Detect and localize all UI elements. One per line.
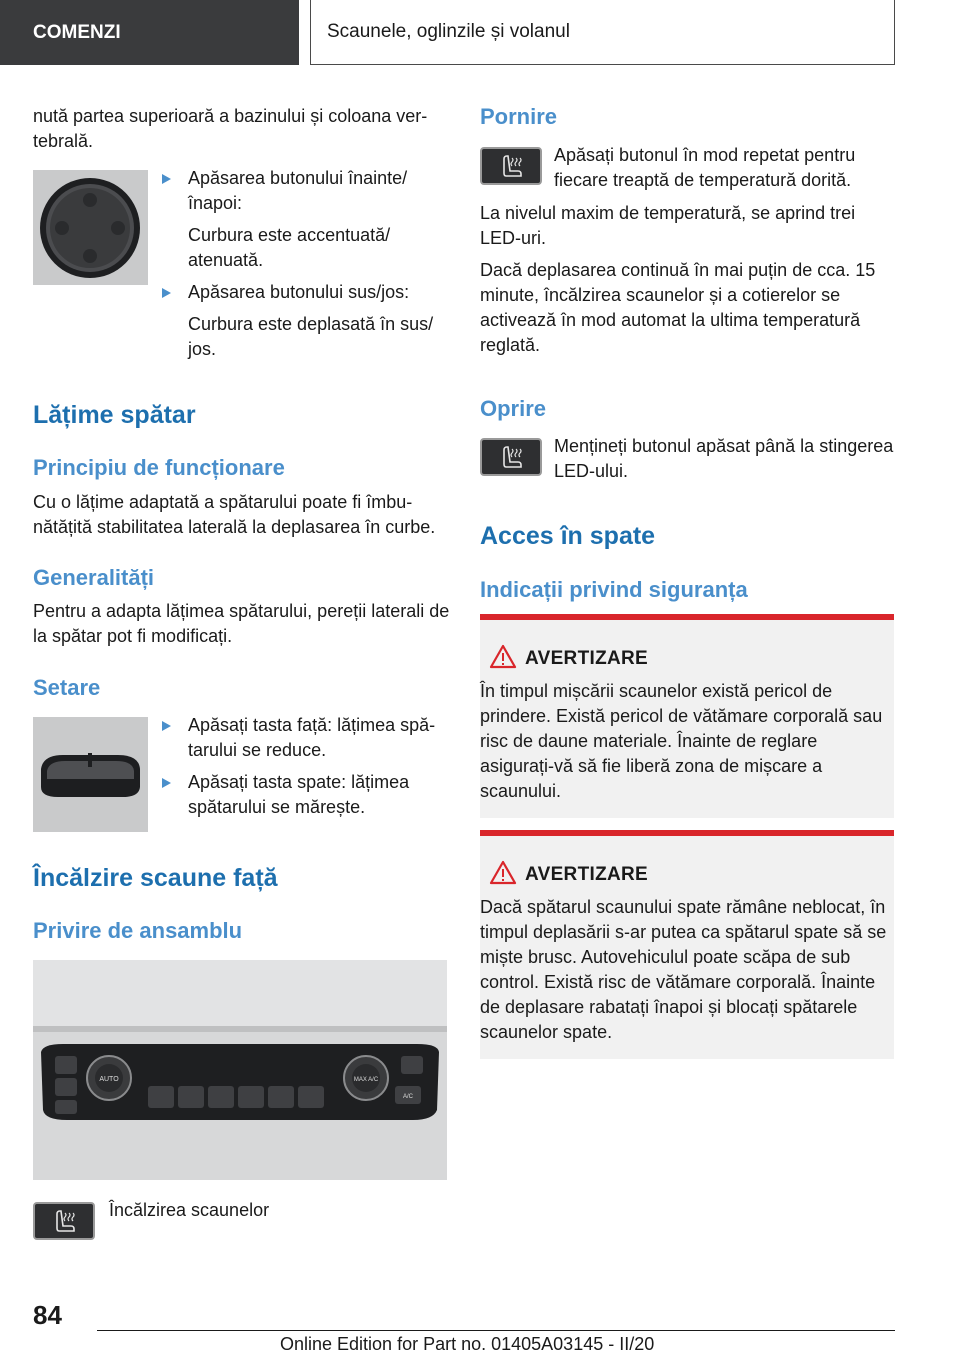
start-heading: Pornire — [480, 104, 558, 129]
width-heading: Lățime spătar — [33, 401, 196, 429]
stop-text: Mențineți butonul apăsat până la stingerea LED-ului. — [554, 436, 894, 481]
warning-box — [480, 830, 894, 1059]
climate-panel-image — [33, 960, 447, 1180]
chapter-tab: COMENZI — [0, 0, 299, 65]
general-text: Pentru a adapta lățimea spătarului, pereții laterali de la spătar pot fi modificați. — [33, 601, 450, 646]
triangle-bullet-icon — [162, 778, 171, 788]
lumbar-control-image — [33, 170, 148, 285]
general-heading: Generalități — [33, 565, 155, 590]
auto-label: AUTO — [99, 1076, 119, 1083]
heating-heading: Încălzire scaune față — [33, 864, 278, 892]
seat-heating-button-icon — [33, 1202, 95, 1240]
max-level-text: La nivelul maxim de temperatură, se aprind trei LED-uri. — [480, 203, 856, 248]
rear-access-heading: Acces în spate — [480, 522, 656, 550]
setting-bullet-1 — [162, 713, 452, 763]
triangle-bullet-icon — [162, 721, 171, 731]
lumbar-bullet-1 — [162, 166, 452, 273]
bullet-detail: Curbura este deplasată în sus/ jos. — [188, 314, 434, 359]
footer-rule — [97, 1330, 895, 1331]
max-ac-label: MAX A/C — [353, 1077, 379, 1083]
principle-heading: Principiu de funcționare — [33, 455, 285, 480]
setting-bullet-2 — [162, 770, 452, 820]
safety-heading: Indicații privind siguranța — [480, 577, 748, 602]
triangle-bullet-icon — [162, 288, 171, 298]
bullet-label: Apăsarea butonului sus/jos: — [188, 282, 410, 302]
ac-label: A/C — [402, 1094, 414, 1100]
bullet-text: Apăsați tasta față: lățimea spătarului se reduce. — [188, 715, 436, 760]
warning-title: AVERTIZARE — [525, 648, 648, 669]
bullet-text: Apăsați tasta spate: lățimea spătarului se mărește. — [188, 772, 410, 817]
warning-triangle-icon — [489, 860, 517, 886]
warning-triangle-icon — [489, 644, 517, 670]
triangle-bullet-icon — [162, 174, 171, 184]
warning-title: AVERTIZARE — [525, 864, 648, 885]
width-control-image — [33, 717, 148, 832]
warning-text: Dacă spătarul scaunului spate rămâne neblocat, în timpul deplasării s-ar putea ca spătarul spate să se miște brusc. Autovehiculul poate scăpa de sub control. Există risc de vătămare corporală. Înainte de deplasare rabatați înapoi și blocați spătarele scaunelor spate. — [480, 897, 887, 1042]
seat-heating-button-icon — [480, 438, 542, 476]
warning-box — [480, 614, 894, 818]
setting-heading: Setare — [33, 675, 101, 700]
bullet-label: Apăsarea butonului înainte/ înapoi: — [188, 168, 408, 213]
lumbar-bullet-list — [162, 166, 452, 362]
intro-text: nută partea superioară a bazinului și coloana vertebrală. — [33, 106, 428, 151]
auto-activation-text: Dacă deplasarea continuă în mai puțin de cca. 15 minute, încălzirea scaunelor și a cotierelor se activează în mod automat la ultima temperatură reglată. — [480, 260, 876, 355]
section-title: Scaunele, oglinzile și volanul — [310, 0, 895, 65]
seat-heating-button-icon — [480, 147, 542, 185]
seat-heating-caption: Încălzirea scaunelor — [109, 1200, 270, 1220]
start-text: Apăsați butonul în mod repetat pentru fiecare treaptă de temperatură dorită. — [554, 145, 856, 190]
edition-text: Online Edition for Part no. 01405A03145 - II/20 — [280, 1334, 655, 1354]
warning-text: În timpul mișcării scaunelor există pericol de prindere. Există pericol de vătămare corporală sau risc de daune materiale. Înainte de reglare asigurați-vă să fie liberă zona de mișcare a scaunului. — [480, 681, 883, 801]
page-number: 84 — [33, 1300, 62, 1330]
principle-text: Cu o lățime adaptată a spătarului poate fi îmbunătățită stabilitatea laterală la deplasarea în curbe. — [33, 492, 436, 537]
overview-heading: Privire de ansamblu — [33, 918, 243, 943]
stop-heading: Oprire — [480, 396, 547, 421]
setting-bullet-list — [162, 713, 452, 820]
lumbar-bullet-2 — [162, 280, 452, 362]
bullet-detail: Curbura este accentuată/ atenuată. — [188, 225, 391, 270]
